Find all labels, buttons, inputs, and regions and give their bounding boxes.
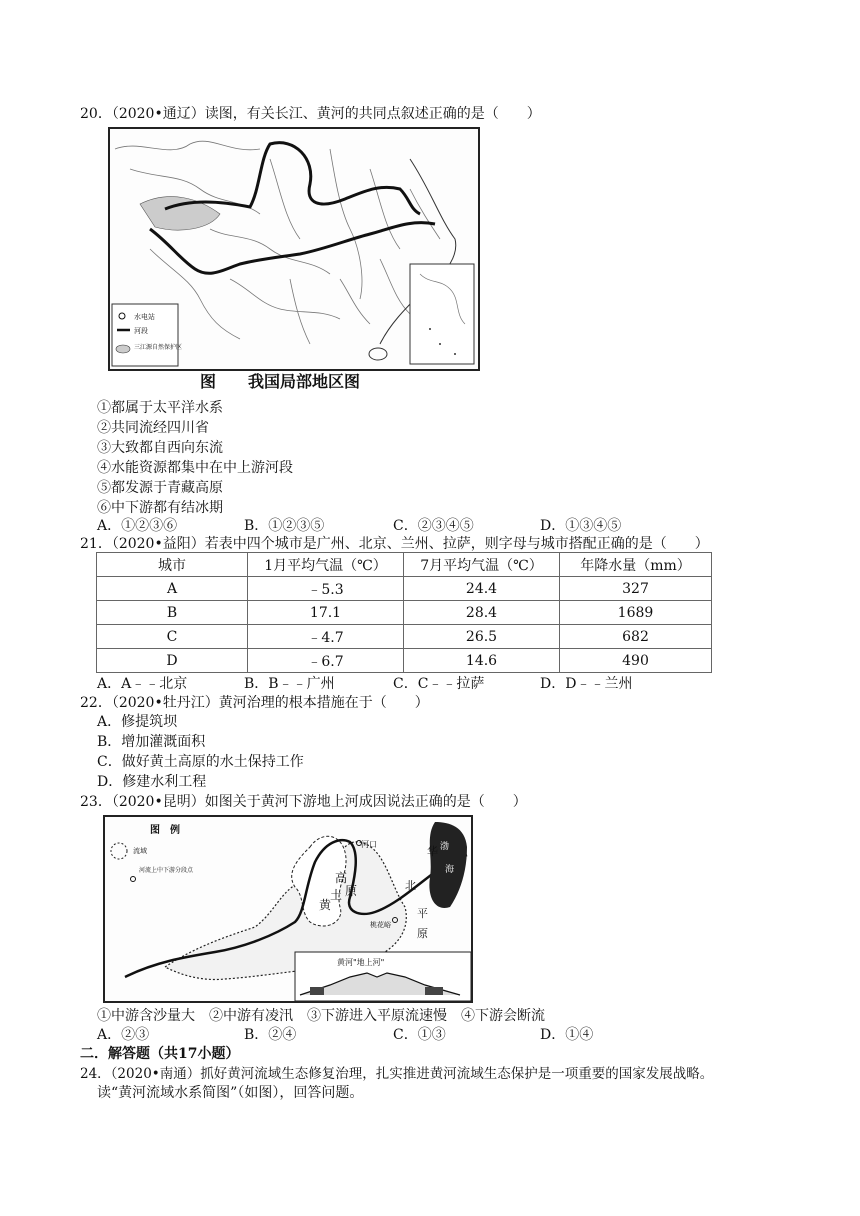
table-cell: B [97, 601, 248, 625]
table-header-cell: 7月平均气温（℃） [404, 553, 560, 577]
label-tu: 土 [330, 888, 343, 902]
label-gao: 高 [335, 871, 348, 885]
q23-statements: ①中游含沙量大 ②中游有凌汛 ③下游进入平原流速慢 ④下游会断流 [97, 1008, 545, 1024]
table-header-cell: 年降水量（mm） [560, 553, 712, 577]
table-header-cell: 城市 [97, 553, 248, 577]
table-cell: 17.1 [248, 601, 404, 625]
q20-choice-d[interactable]: D．①③④⑤ [540, 518, 622, 534]
q22-stem: 22．（2020•牡丹江）黄河治理的根本措施在于（ ） [80, 695, 429, 711]
q23-choice-c[interactable]: C．①③ [393, 1027, 446, 1043]
q21-choice-b[interactable]: B．B﹣﹣广州 [244, 676, 335, 692]
q24-stem-line2: 读“黄河流域水系简图”（如图），回答问题。 [97, 1085, 364, 1101]
q20-statement-4: ④水能资源都集中在中上游河段 [97, 460, 293, 476]
q20-map-caption: 图 我国局部地区图 [200, 372, 361, 391]
q21-choice-d[interactable]: D．D﹣﹣兰州 [540, 676, 633, 692]
q22-choice-c[interactable]: C．做好黄土高原的水土保持工作 [97, 754, 304, 770]
table-cell: 14.6 [404, 649, 560, 673]
q22-choice-d[interactable]: D．修建水利工程 [97, 774, 207, 790]
q21-stem: 21．（2020•益阳）若表中四个城市是广州、北京、兰州、拉萨，则字母与城市搭配正确的是（ ） [80, 536, 709, 552]
table-cell: 682 [560, 625, 712, 649]
q23-map [103, 815, 473, 1003]
table-cell: A [97, 577, 248, 601]
legend-river: 河段 [134, 327, 148, 335]
q20-statement-5: ⑤都发源于青藏高原 [97, 480, 223, 496]
legend-basin: 流域 [133, 847, 147, 855]
section-heading: 二．解答题（共17小题） [80, 1046, 240, 1062]
map-legend-title: 图 例 [150, 825, 180, 836]
china-partial-map [110, 129, 478, 369]
legend-reserve: 三江源自然保护区 [134, 344, 183, 351]
table-header-cell: 1月平均气温（℃） [248, 553, 404, 577]
legend-segment-point: 河流上中下游分段点 [139, 867, 194, 874]
legend-hydropower: 水电站 [134, 313, 155, 321]
label-hua: 华 [427, 845, 438, 858]
label-bo: 渤 [440, 842, 450, 852]
yellow-river-basin-map [105, 817, 471, 1001]
q20-choice-b[interactable]: B．①②③⑤ [244, 518, 325, 534]
q21-choice-c[interactable]: C．C﹣﹣拉萨 [393, 676, 485, 692]
table-cell: 1689 [560, 601, 712, 625]
label-yuan2: 原 [345, 884, 358, 898]
q21-choice-a[interactable]: A．A﹣﹣北京 [97, 676, 188, 692]
table-row [97, 649, 712, 673]
q21-climate-table [96, 552, 712, 673]
table-cell: 24.4 [404, 577, 560, 601]
q23-choice-b[interactable]: B．②④ [244, 1027, 297, 1043]
q23-choice-a[interactable]: A．②③ [97, 1027, 150, 1043]
table-cell: C [97, 625, 248, 649]
q20-statement-2: ②共同流经四川省 [97, 420, 209, 436]
label-ping: 平 [417, 907, 428, 920]
label-huang: 黄 [319, 898, 332, 912]
table-cell: 490 [560, 649, 712, 673]
q20-statement-1: ①都属于太平洋水系 [97, 400, 223, 416]
table-cell: 28.4 [404, 601, 560, 625]
q20-statement-6: ⑥中下游都有结冰期 [97, 500, 223, 516]
q20-statement-3: ③大致都自西向东流 [97, 440, 223, 456]
q20-choice-c[interactable]: C．②③④⑤ [393, 518, 474, 534]
q20-map [108, 127, 480, 371]
yangtze-river-line [150, 223, 435, 274]
table-row [97, 625, 712, 649]
basin-legend-icon [111, 843, 127, 859]
table-cell: ﹣5.3 [248, 577, 404, 601]
table-cell: D [97, 649, 248, 673]
label-bei: 北 [405, 879, 416, 892]
label-yuan: 原 [417, 927, 428, 940]
table-header-row [97, 553, 712, 577]
label-hekou: 河口 [361, 840, 377, 849]
q20-choice-a[interactable]: A．①②③⑥ [97, 518, 178, 534]
table-cell: ﹣4.7 [248, 625, 404, 649]
table-cell: ﹣6.7 [248, 649, 404, 673]
yellow-river-line [165, 143, 420, 214]
reserve-icon [116, 345, 130, 353]
south-china-sea-inset [410, 264, 474, 364]
table-row [97, 577, 712, 601]
label-taohuayu: 桃花峪 [370, 921, 391, 929]
q23-stem: 23．（2020•昆明）如图关于黄河下游地上河成因说法正确的是（ ） [80, 794, 527, 810]
table-row [97, 601, 712, 625]
q24-stem-line1: 24．（2020•南通）抓好黄河流域生态修复治理，扎实推进黄河流域生态保护是一项重要的国家发展战略。 [80, 1066, 714, 1082]
table-cell: 26.5 [404, 625, 560, 649]
inset-title: 黄河"地上河" [337, 958, 385, 967]
table-cell: 327 [560, 577, 712, 601]
q20-stem: 20．（2020•通辽）读图，有关长江、黄河的共同点叙述正确的是（ ） [80, 106, 541, 122]
segment-point-icon [131, 877, 136, 882]
label-hai: 海 [445, 865, 455, 875]
q23-choice-d[interactable]: D．①④ [540, 1027, 594, 1043]
q22-choice-a[interactable]: A．修提筑坝 [97, 714, 178, 730]
q22-choice-b[interactable]: B．增加灌溉面积 [97, 734, 206, 750]
hainan-island [369, 348, 387, 360]
